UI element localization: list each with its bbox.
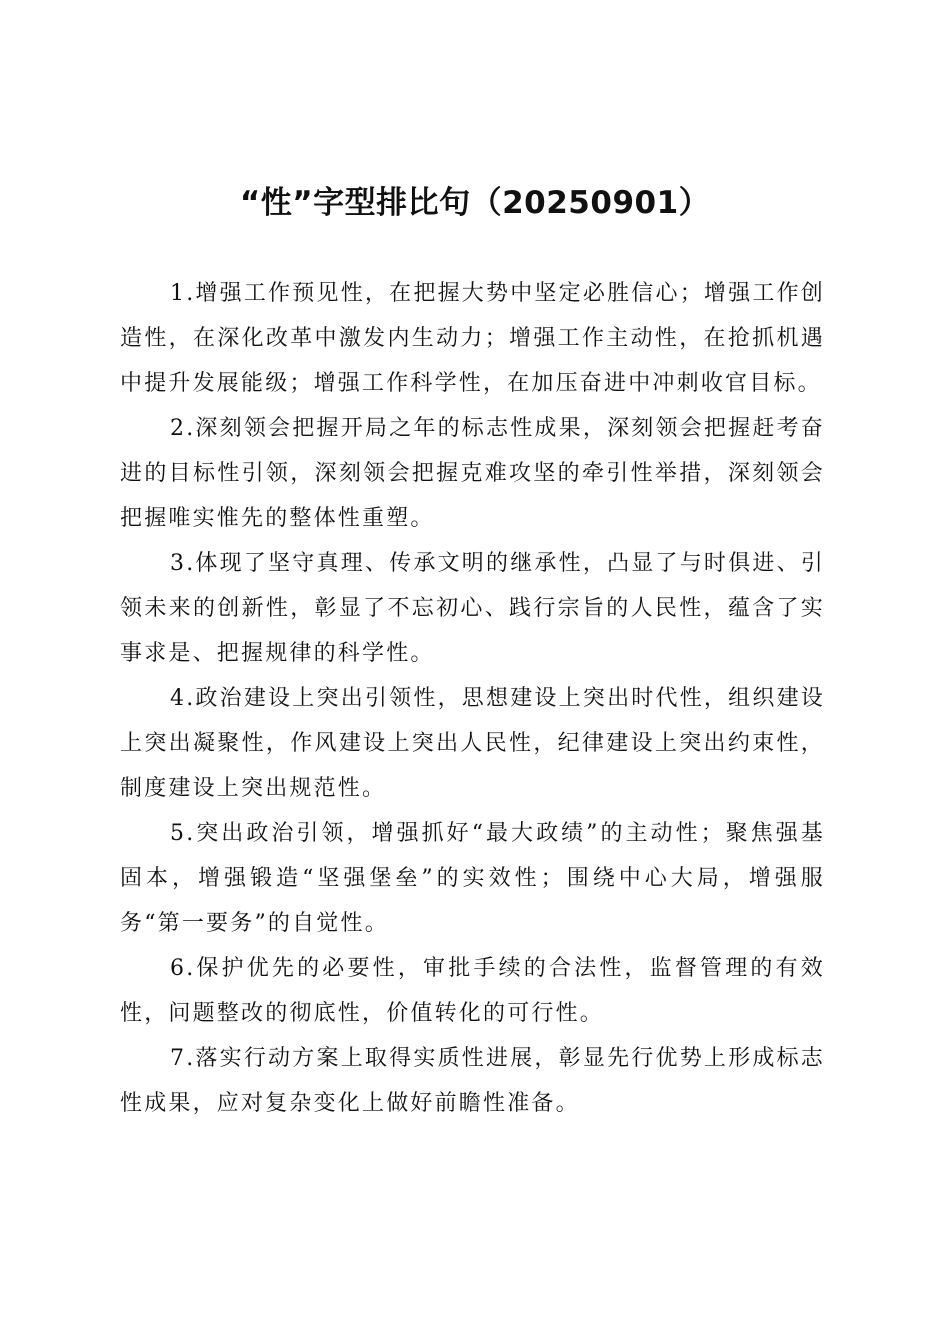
paragraph-5: 5.突出政治引领，增强抓好“最大政绩”的主动性；聚焦强基固本，增强锻造“坚强堡垒”的实效性；围绕中心大局，增强服务“第一要务”的自觉性。 <box>120 821 825 936</box>
paragraph-7: 7.落实行动方案上取得实质性进展，彰显先行优势上形成标志性成果，应对复杂变化上做好前瞻性准备。 <box>120 1046 825 1116</box>
paragraph-6: 6.保护优先的必要性，审批手续的合法性，监督管理的有效性，问题整改的彻底性，价值转化的可行性。 <box>120 956 825 1026</box>
document-body <box>120 271 825 1126</box>
paragraph-1: 1.增强工作预见性，在把握大势中坚定必胜信心；增强工作创造性，在深化改革中激发内生动力；增强工作主动性，在抢抓机遇中提升发展能级；增强工作科学性，在加压奋进中冲刺收官目标。 <box>120 281 825 396</box>
paragraph-2: 2.深刻领会把握开局之年的标志性成果，深刻领会把握赶考奋进的目标性引领，深刻领会把握克难攻坚的牵引性举措，深刻领会把握唯实惟先的整体性重塑。 <box>120 416 825 531</box>
paragraph-3: 3.体现了坚守真理、传承文明的继承性，凸显了与时俱进、引领未来的创新性，彰显了不忘初心、践行宗旨的人民性，蕴含了实事求是、把握规律的科学性。 <box>120 551 825 666</box>
paragraph-4: 4.政治建设上突出引领性，思想建设上突出时代性，组织建设上突出凝聚性，作风建设上突出人民性，纪律建设上突出约束性，制度建设上突出规范性。 <box>120 686 825 801</box>
document-title: “性”字型排比句（20250901） <box>239 185 711 221</box>
